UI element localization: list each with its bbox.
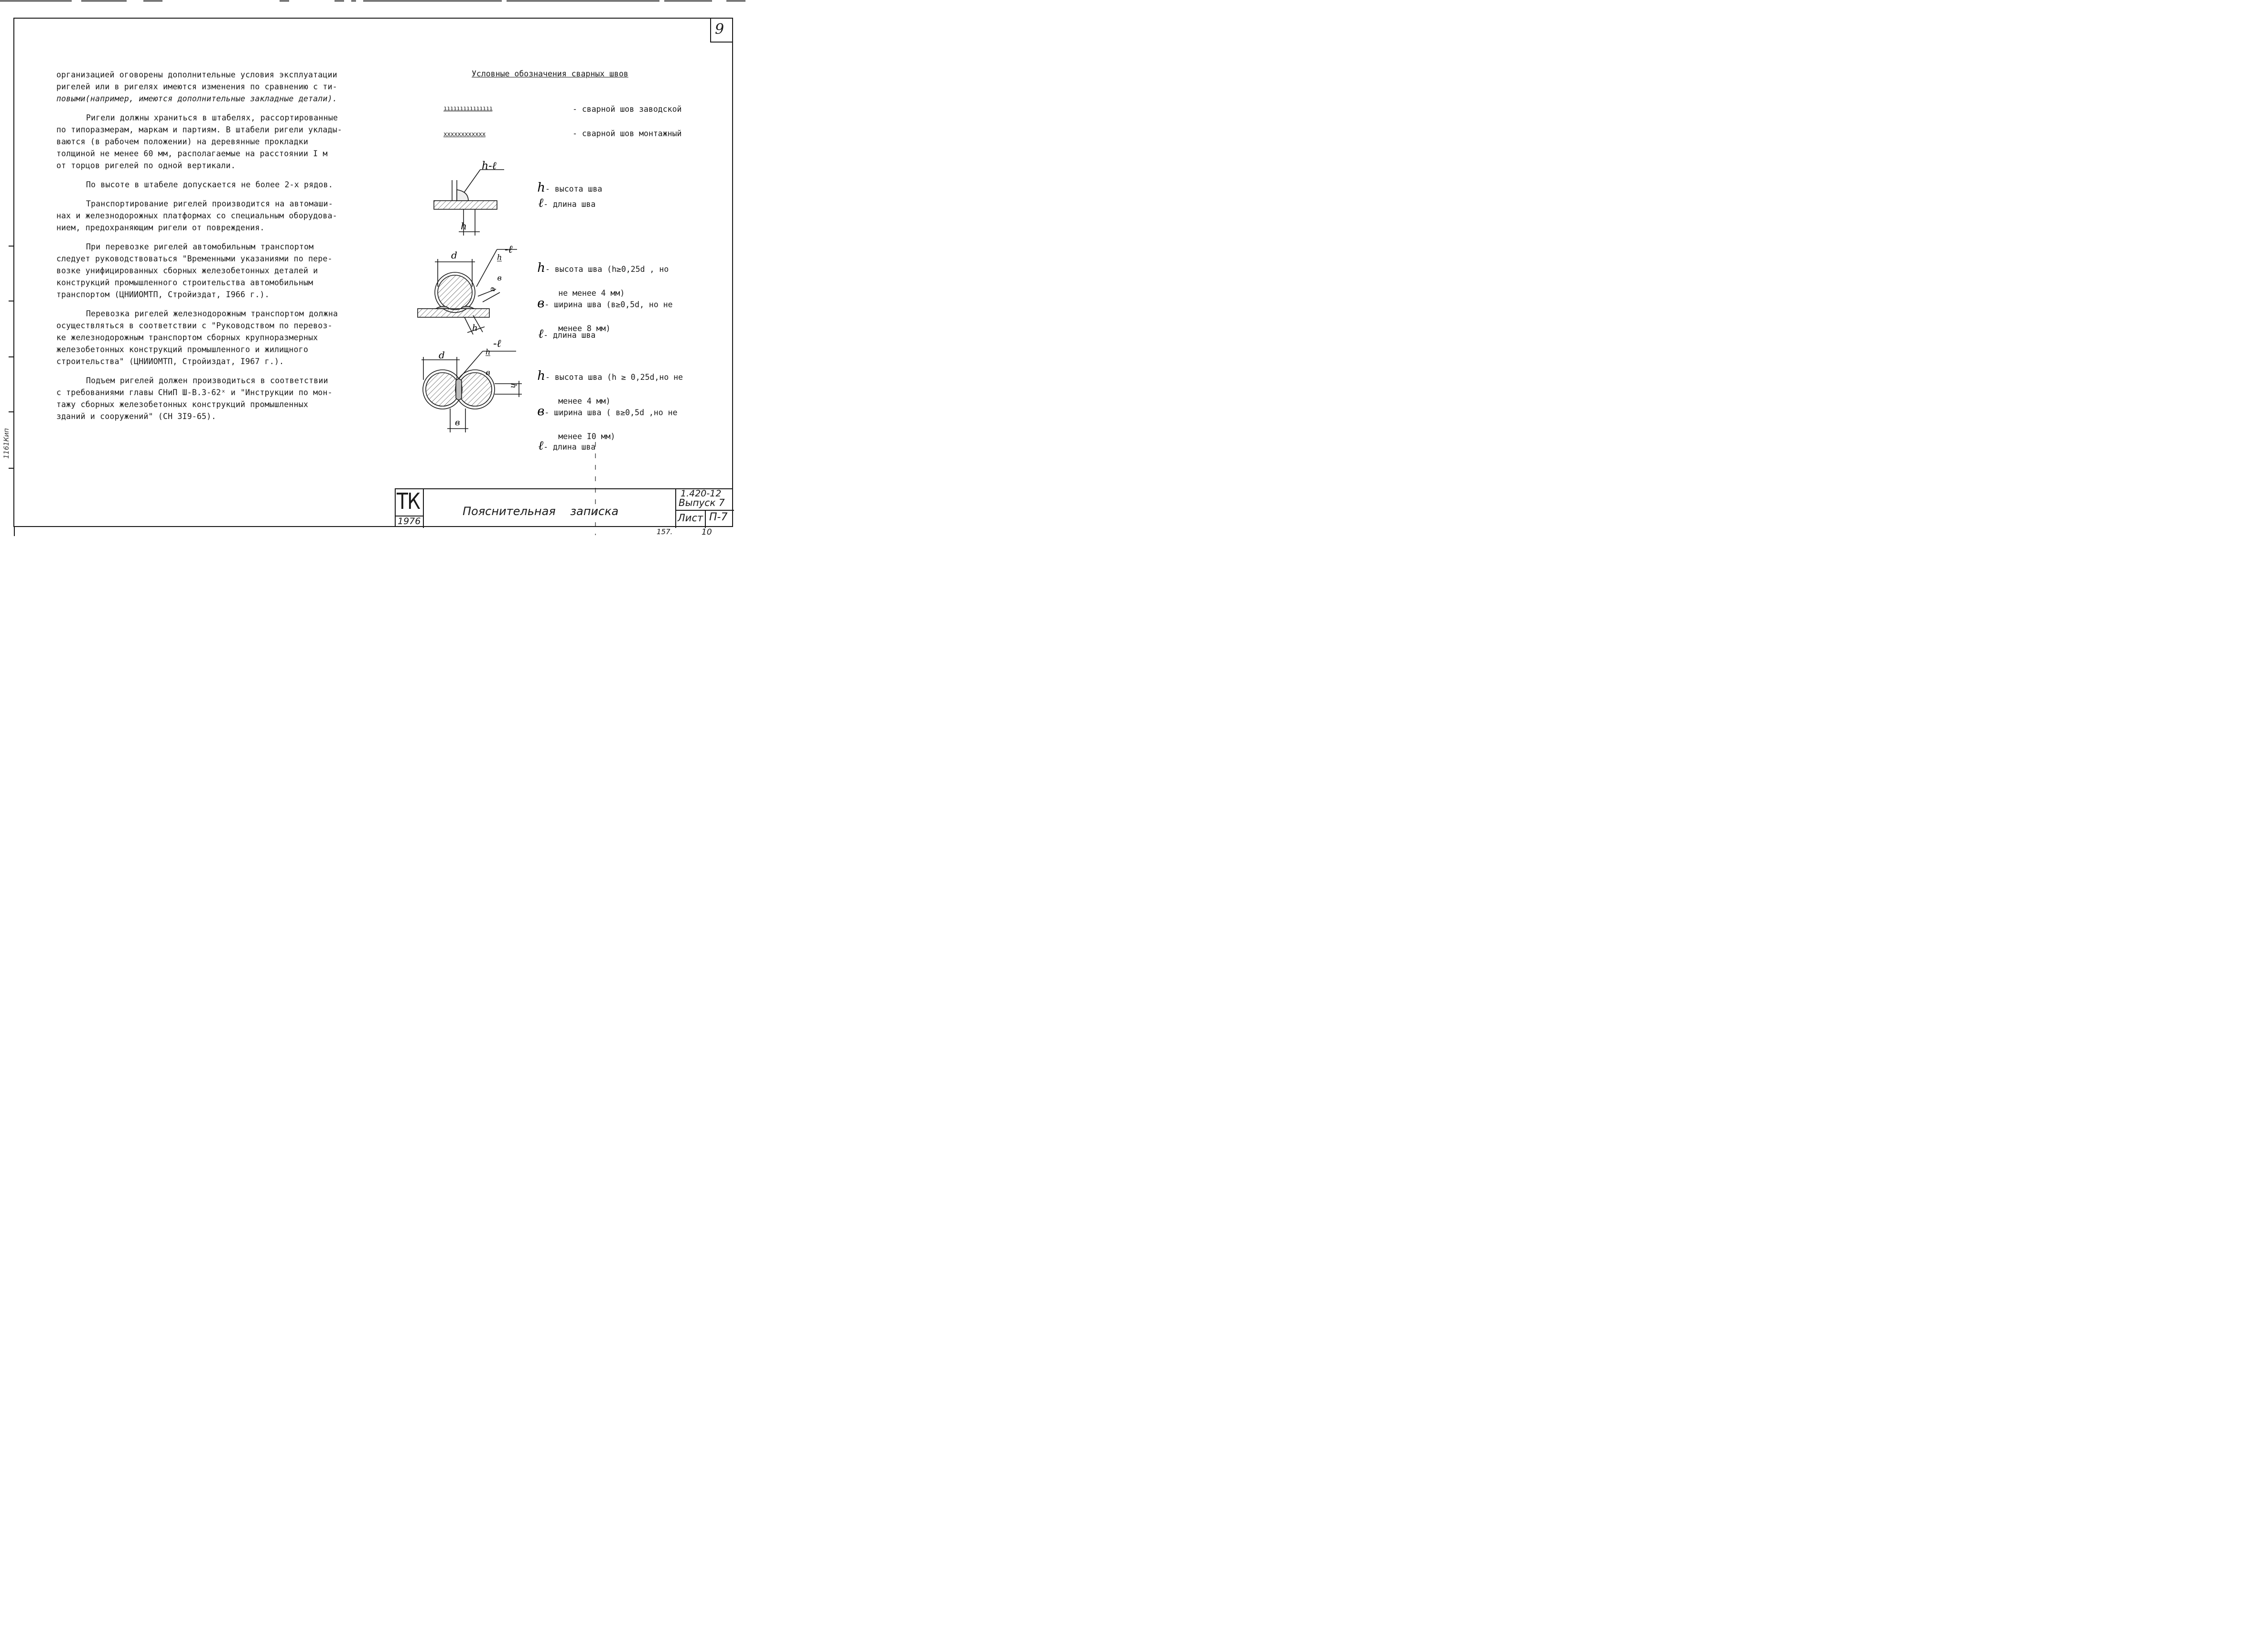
- paragraph: [56, 241, 348, 301]
- year: 1976: [398, 516, 421, 527]
- fig3-callout-den: в: [486, 368, 490, 377]
- fig2-item: [534, 317, 595, 341]
- fig3-dim-d: d: [439, 349, 445, 361]
- title-block: [395, 488, 733, 527]
- fig3-item-text: менее I0 мм): [558, 432, 616, 441]
- text-line: следует руководствоваться "Временными указаниями по пере-: [56, 254, 333, 263]
- fig1-item-symbol: h: [537, 181, 545, 195]
- series-code: 1.420-12: [680, 488, 722, 499]
- fig2-callout: [497, 241, 502, 288]
- text-line: осуществляться в соответствии с "Руководством по перевоз-: [56, 321, 333, 330]
- fig2-dim-h: h: [472, 323, 478, 333]
- fig2-item-symbol: в: [537, 296, 545, 311]
- paragraph: [56, 179, 348, 191]
- fig1-item: [534, 186, 595, 210]
- text-line: по типоразмерам, маркам и партиям. В штабели ригели уклады-: [56, 125, 342, 134]
- page-number: 9: [715, 21, 724, 38]
- text-line: Подъем ригелей должен производиться в соответствии: [86, 376, 328, 385]
- fig3-item-text: - длина шва: [543, 442, 596, 452]
- fig2-item-text: не менее 4 мм): [558, 289, 625, 298]
- text-line: нах и железнодорожных платформах со специальным оборудова-: [56, 211, 337, 220]
- text-line: с требованиями главы СНиП Ш-В.3-62ˣ и "Инструкции по мон-: [56, 388, 333, 397]
- fig3-callout: [486, 335, 490, 383]
- text-line: Ригели должны храниться в штабелях, рассортированные: [86, 113, 338, 122]
- document-title: Пояснительная записка: [463, 505, 619, 518]
- fig2-callout-num: h: [497, 253, 502, 262]
- fig2-item-text: менее 8 мм): [558, 324, 611, 333]
- paragraph: [56, 112, 348, 172]
- sheet-value: П-7: [709, 511, 728, 523]
- fig2-item-text: - длина шва: [543, 331, 596, 340]
- fig2-dim-d: d: [451, 249, 457, 261]
- text-line: Транспортирование ригелей производится на автомаши-: [86, 199, 333, 208]
- text-line: При перевозке ригелей автомобильным транспортом: [86, 242, 314, 251]
- text-line: Перевозка ригелей железнодорожным транспортом должна: [86, 309, 338, 318]
- fig3-dim-b: в: [455, 418, 460, 428]
- fig3-item-symbol: h: [537, 369, 545, 383]
- fig1-item-symbol: ℓ: [538, 196, 544, 210]
- text-line: По высоте в штабеле допускается не более 2-х рядов.: [86, 180, 333, 189]
- fig3-item-text: менее 4 мм): [558, 397, 611, 406]
- site-weld-symbol: xxxxxxxxxxxx: [443, 131, 486, 138]
- issue-number: Выпуск 7: [679, 497, 725, 508]
- text-line: повыми(например, имеются дополнительные закладные детали).: [56, 94, 337, 103]
- fig2-item-symbol: ℓ: [538, 327, 544, 341]
- text-line: железобетонных конструкций промышленного и жилищного: [56, 345, 308, 354]
- paragraph: [56, 198, 348, 234]
- site-weld-label: - сварной шов монтажный: [572, 129, 682, 138]
- fig3-item-text: - высота шва (h ≥ 0,25d,но не: [545, 373, 683, 382]
- text-line: возке унифицированных сборных железобетонных деталей и: [56, 266, 318, 275]
- text-line: транспортом (ЦНИИОМТП, Стройиздат, I966 г.).: [56, 290, 270, 299]
- factory-weld-symbol: ııııııııııııııı: [443, 105, 493, 112]
- fig3-item-symbol: в: [537, 404, 545, 419]
- text-line: конструкций промышленного строительства автомобильным: [56, 278, 313, 287]
- fig2-item-text: - высота шва (h≥0,25d , но: [545, 265, 669, 274]
- fig3-item-symbol: ℓ: [538, 439, 544, 453]
- text-line: ригелей или в ригелях имеются изменения по сравнению с ти-: [56, 82, 337, 91]
- fig2-callout-rest: -ℓ: [505, 244, 513, 256]
- text-line: ке железнодорожным транспортом сборных крупноразмерных: [56, 333, 318, 342]
- org-code: ТК: [397, 488, 420, 514]
- explanatory-text: [56, 69, 348, 430]
- fig1-dim-h: h: [461, 220, 467, 232]
- fig1-item-text: - длина шва: [543, 200, 596, 209]
- fig3-callout-num: h: [486, 347, 491, 356]
- text-line: тажу сборных железобетонных конструкций промышленных: [56, 400, 308, 409]
- legend-title: Условные обозначения сварных швов: [472, 69, 628, 78]
- fig2-dim-b: в: [489, 287, 498, 292]
- below-frame-right: 10: [702, 527, 712, 537]
- factory-weld-label: - сварной шов заводской: [572, 105, 682, 114]
- sheet-label: Лист: [678, 512, 703, 524]
- paragraph: [56, 308, 348, 367]
- text-line: организацией оговорены дополнительные условия эксплуатации: [56, 70, 337, 79]
- fig2-callout-den: в: [497, 273, 502, 282]
- text-line: толщиной не менее 60 мм, располагаемые на расстоянии I м: [56, 149, 328, 158]
- margin-note: 1161Кип: [3, 428, 11, 459]
- fig2-item-text: - ширина шва (в≥0,5d, но не: [544, 300, 673, 309]
- text-line: нием, предохраняющим ригели от повреждения.: [56, 223, 265, 232]
- fig3-dim-h: h: [509, 383, 518, 388]
- fig3-callout-rest: -ℓ: [493, 338, 501, 350]
- text-line: от торцов ригелей по одной вертикали.: [56, 161, 236, 170]
- fig1-item-text: - высота шва: [545, 184, 603, 194]
- text-line: ваются (в рабочем положении) на деревянные прокладки: [56, 137, 308, 146]
- below-frame-left: 157.: [657, 527, 673, 536]
- fig3-item-text: - ширина шва ( в≥0,5d ,но не: [544, 408, 678, 417]
- top-edge-marks: [0, 0, 749, 6]
- text-line: зданий и сооружений" (СН 3I9-65).: [56, 412, 216, 421]
- left-margin-ticks: [0, 0, 19, 537]
- fig1-callout-label: h-ℓ: [482, 160, 497, 172]
- paragraph: [56, 69, 348, 105]
- paragraph: [56, 375, 348, 422]
- fig2-item-symbol: h: [537, 261, 545, 275]
- text-line: строительства" (ЦНИИОМТП, Стройиздат, I967 г.).: [56, 357, 284, 366]
- fig3-item: [534, 429, 595, 453]
